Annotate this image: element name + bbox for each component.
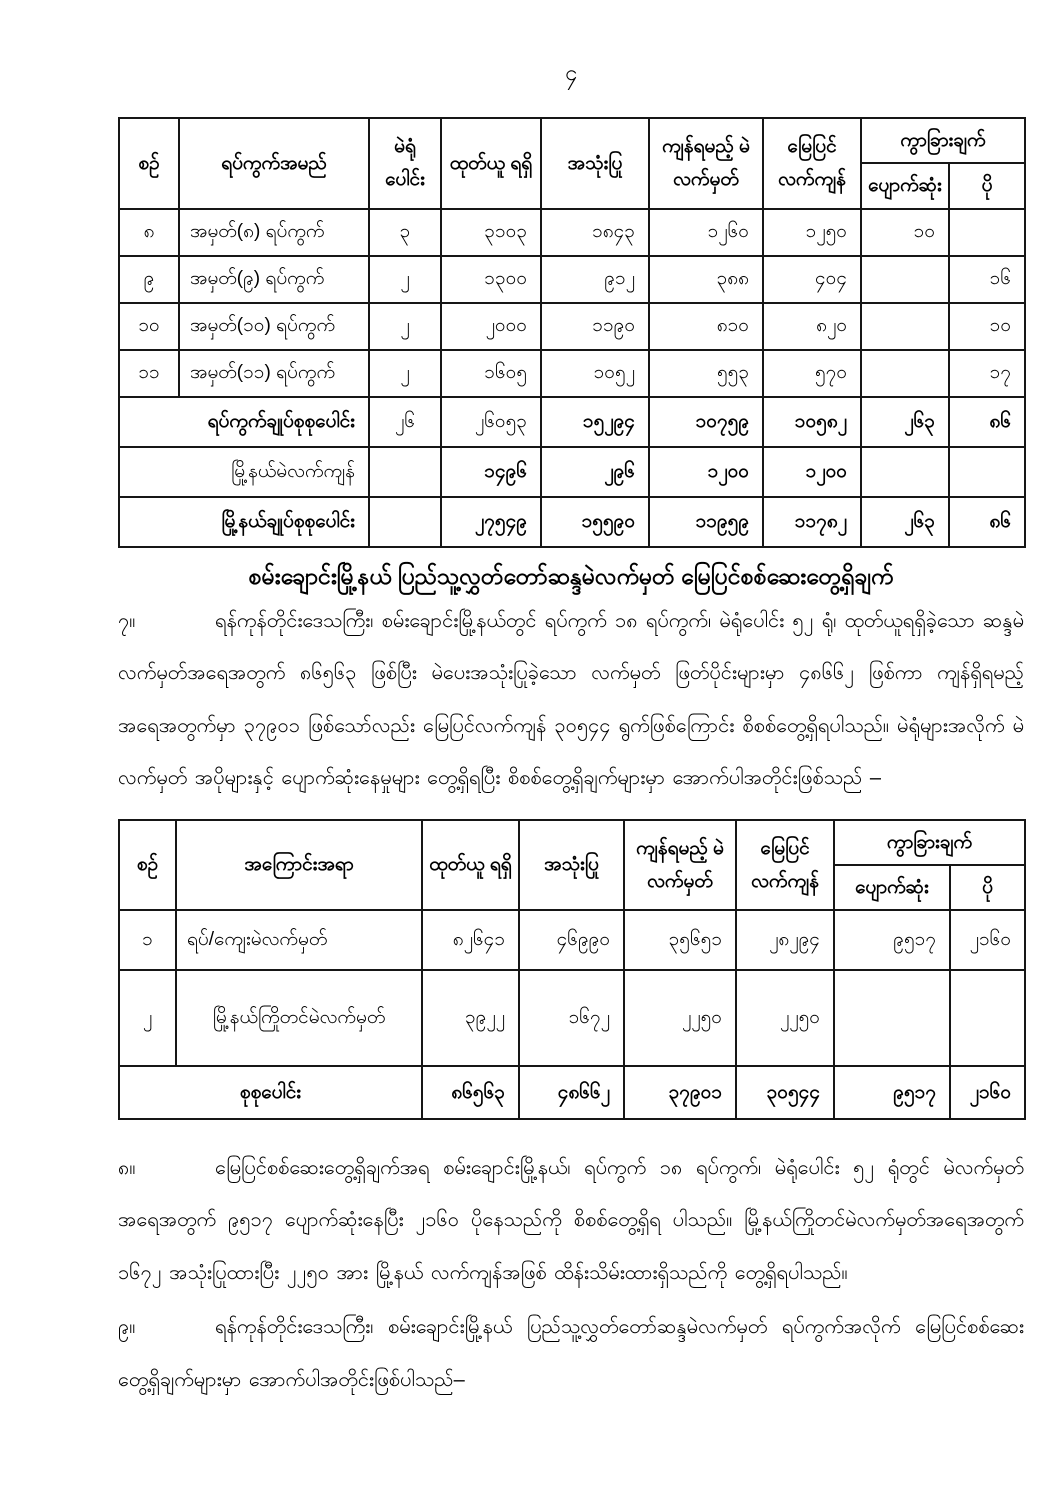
table-cell: ၃၇၉၀၁	[624, 1066, 736, 1119]
table-cell: ၈၆	[949, 497, 1025, 547]
table-cell: ၂၆၀၅၃	[441, 397, 541, 447]
table-cell	[369, 497, 441, 547]
table-cell	[861, 350, 949, 397]
table-cell	[949, 209, 1025, 256]
total-label-cell: စုစုပေါင်း	[119, 1066, 422, 1119]
table-cell: ၄၈၆၆၂	[519, 1066, 624, 1119]
table-cell: ၃၁၀၃	[441, 209, 541, 256]
table-cell: ၁၀	[861, 209, 949, 256]
table-cell: ၅၅၃	[649, 350, 763, 397]
ward-row	[119, 209, 1025, 256]
summary-label-cell: ရပ်ကွက်ချုပ်စုစုပေါင်း	[119, 397, 369, 447]
page-number: ၄	[564, 60, 578, 85]
table-cell: ၁၁၇၈၂	[763, 497, 861, 547]
table-cell: ၁၂၅၀	[763, 209, 861, 256]
table-cell: ၈	[119, 209, 179, 256]
table-cell: ၁၂၀၀	[763, 447, 861, 497]
table-cell: ၁	[119, 910, 176, 970]
col-header-issued: ထုတ်ယူ ရရှိ	[422, 820, 519, 911]
table-cell: ၂၆၃	[861, 497, 949, 547]
table-cell: ၂၂၅၀	[624, 970, 736, 1066]
col-header-excess: ပို	[950, 865, 1025, 910]
table-cell: ၂	[369, 303, 441, 350]
table-cell: ၈၆၅၆၃	[422, 1066, 519, 1119]
table-cell: ၃	[369, 209, 441, 256]
table-cell: ၁၅၂၉၄	[541, 397, 649, 447]
paragraph-9	[118, 1301, 1024, 1406]
summary-ballot-table	[118, 819, 1026, 1121]
paragraph-7-text: ရန်ကုန်တိုင်းဒေသကြီး၊ စမ်းချောင်းမြို့နယ်တွင် ရပ်ကွက် ၁၈ ရပ်ကွက်၊ မဲရုံပေါင်း ၅၂ ရုံ၊ ထုတ်ယူရရှိခဲ့သော ဆန္ဒမဲလက်မှတ်အရေအတွက် ၈၆၅၆၃ ဖြစ်ပြီး မဲပေးအသုံးပြုခဲ့သော လက်မှတ် ဖြတ်ပိုင်းများမှာ ၄၈၆၆၂ ဖြစ်ကာ ကျန်ရှိရမည့်အရေအတွက်မှာ ၃၇၉၀၁ ဖြစ်သော်လည်း မြေပြင်လက်ကျန် ၃၀၅၄၄ ရွက်ဖြစ်ကြောင်း စိစစ်တွေ့ရှိရပါသည်။ မဲရုံများအလိုက် မဲလက်မှတ် အပိုများနှင့် ပျောက်ဆုံးနေမှုများ တွေ့ရှိရပြီး စိစစ်တွေ့ရှိချက်များမှာ အောက်ပါအတိုင်းဖြစ်သည် –	[118, 610, 1024, 790]
summary-row	[119, 397, 1025, 447]
table-cell: ၂	[369, 256, 441, 303]
table-cell: ၁၀	[119, 303, 179, 350]
table-cell: ၅၇၀	[763, 350, 861, 397]
table-cell: ၉	[119, 256, 179, 303]
table-cell: ၁၆၀၅	[441, 350, 541, 397]
col-header-subject: အကြောင်းအရာ	[176, 820, 422, 911]
table-cell: ၃၀၅၄၄	[736, 1066, 834, 1119]
table-cell: ၁၃၀၀	[441, 256, 541, 303]
table-cell: ၂၁၆၀	[950, 910, 1025, 970]
table-cell	[861, 447, 949, 497]
table-cell: မြို့နယ်ကြိုတင်မဲလက်မှတ်	[176, 970, 422, 1066]
ward-row	[119, 350, 1025, 397]
table-cell	[861, 256, 949, 303]
table-cell: ၂	[119, 970, 176, 1066]
table-cell: ၂၀၀၀	[441, 303, 541, 350]
col-header-lost: ပျောက်ဆုံး	[861, 163, 949, 208]
col-header-used: အသုံးပြု	[541, 118, 649, 209]
table-cell: အမှတ်(၁၀) ရပ်ကွက်	[179, 303, 369, 350]
paragraph-7	[118, 595, 1024, 805]
table-cell: ၁၆၇၂	[519, 970, 624, 1066]
paragraph-8-number: ၈။	[118, 1157, 136, 1180]
table-cell: ၁၀	[949, 303, 1025, 350]
table-cell	[369, 447, 441, 497]
table-cell	[950, 970, 1025, 1066]
table-cell: ၂၆	[369, 397, 441, 447]
col-header-used: အသုံးပြု	[519, 820, 624, 911]
col-header-remaining-ballots: ကျန်ရမည့် မဲလက်မှတ်	[624, 820, 736, 911]
table-cell: ၁၁	[119, 350, 179, 397]
col-header-serial: စဉ်	[119, 118, 179, 209]
summary-label-cell: မြို့နယ်မဲလက်ကျန်	[119, 447, 369, 497]
table-cell: ၁၀၇၅၉	[649, 397, 763, 447]
table-cell: ၉၅၁၇	[834, 1066, 950, 1119]
table-cell: ၄၆၉၉၀	[519, 910, 624, 970]
ward-row	[119, 256, 1025, 303]
table-cell: ၈၆	[949, 397, 1025, 447]
subject-row	[119, 970, 1025, 1066]
summary-table-header	[119, 820, 1025, 911]
table-cell: ၁၇	[949, 350, 1025, 397]
table-cell: ၈၂၀	[763, 303, 861, 350]
table-cell: ၁၀၅၈၂	[763, 397, 861, 447]
table-cell	[949, 447, 1025, 497]
paragraph-8-text: မြေပြင်စစ်ဆေးတွေ့ရှိချက်အရ စမ်းချောင်းမြို့နယ်၊ ရပ်ကွက် ၁၈ ရပ်ကွက်၊ မဲရုံပေါင်း ၅၂ ရုံတွင် မဲလက်မှတ်အရေအတွက် ၉၅၁၇ ပျောက်ဆုံးနေပြီး ၂၁၆၀ ပိုနေသည်ကို စိစစ်တွေ့ရှိရ ပါသည်။ မြို့နယ်ကြိုတင်မဲလက်မှတ်အရေအတွက် ၁၆၇၂ အသုံးပြုထားပြီး ၂၂၅၀ အား မြို့နယ် လက်ကျန်အဖြစ် ထိန်းသိမ်းထားရှိသည်ကို တွေ့ရှိရပါသည်။	[118, 1157, 1024, 1284]
col-header-lost: ပျောက်ဆုံး	[834, 865, 950, 910]
ward-row	[119, 303, 1025, 350]
col-header-issued: ထုတ်ယူ ရရှိ	[441, 118, 541, 209]
col-header-ground-balance: မြေပြင် လက်ကျန်	[736, 820, 834, 911]
ward-table-header	[119, 118, 1025, 209]
col-header-ward-name: ရပ်ကွက်အမည်	[179, 118, 369, 209]
section-heading: စမ်းချောင်းမြို့နယ် ပြည်သူ့လွှတ်တော်ဆန္ဒမဲလက်မှတ် မြေပြင်စစ်ဆေးတွေ့ရှိချက်	[248, 562, 894, 589]
table-cell: ရပ်/ကျေးမဲလက်မှတ်	[176, 910, 422, 970]
ward-ballot-table	[118, 117, 1026, 548]
table-cell: ၁၆	[949, 256, 1025, 303]
table-cell: အမှတ်(၉) ရပ်ကွက်	[179, 256, 369, 303]
table-cell: ၁၈၄၃	[541, 209, 649, 256]
paragraph-9-number: ၉။	[118, 1316, 136, 1339]
subject-row	[119, 910, 1025, 970]
table-cell	[834, 970, 950, 1066]
table-cell: ၈၁၀	[649, 303, 763, 350]
table-cell: ၁၂၀၀	[649, 447, 763, 497]
summary-row	[119, 497, 1025, 547]
table-cell: ၈၂၆၄၁	[422, 910, 519, 970]
col-header-serial: စဉ်	[119, 820, 176, 911]
table-cell: ၂	[369, 350, 441, 397]
col-header-difference: ကွာခြားချက်	[834, 820, 1025, 865]
table-cell: ၃၈၈	[649, 256, 763, 303]
table-cell: ၂၇၅၄၉	[441, 497, 541, 547]
col-header-remaining-ballots: ကျန်ရမည့် မဲလက်မှတ်	[649, 118, 763, 209]
total-row	[119, 1066, 1025, 1119]
table-cell: ၁၁၉၀	[541, 303, 649, 350]
table-cell: ၃၅၆၅၁	[624, 910, 736, 970]
paragraph-9-text: ရန်ကုန်တိုင်းဒေသကြီး၊ စမ်းချောင်းမြို့နယ် ပြည်သူ့လွှတ်တော်ဆန္ဒမဲလက်မှတ် ရပ်ကွက်အလိုက် မြေပြင်စစ်ဆေးတွေ့ရှိချက်များမှာ အောက်ပါအတိုင်းဖြစ်ပါသည်–	[118, 1316, 1024, 1391]
col-header-excess: ပို	[949, 163, 1025, 208]
table-cell: ၂၈၂၉၄	[736, 910, 834, 970]
table-cell: ၉၅၁၇	[834, 910, 950, 970]
table-cell	[861, 303, 949, 350]
col-header-polling-stations: မဲရုံ ပေါင်း	[369, 118, 441, 209]
table-cell: အမှတ်(၁၁) ရပ်ကွက်	[179, 350, 369, 397]
table-cell: ၁၁၉၅၉	[649, 497, 763, 547]
summary-row	[119, 447, 1025, 497]
table-cell: ၄၀၄	[763, 256, 861, 303]
col-header-ground-balance: မြေပြင် လက်ကျန်	[763, 118, 861, 209]
table-cell: ၂၂၅၀	[736, 970, 834, 1066]
table-cell: ၃၉၂၂	[422, 970, 519, 1066]
table-cell: ၉၁၂	[541, 256, 649, 303]
table-cell: အမှတ်(၈) ရပ်ကွက်	[179, 209, 369, 256]
table-cell: ၁၀၅၂	[541, 350, 649, 397]
summary-label-cell: မြို့နယ်ချုပ်စုစုပေါင်း	[119, 497, 369, 547]
table-cell: ၁၅၅၉၀	[541, 497, 649, 547]
table-cell: ၂၁၆၀	[950, 1066, 1025, 1119]
table-cell: ၂၆၃	[861, 397, 949, 447]
paragraph-8	[118, 1142, 1024, 1299]
table-cell: ၁၂၆၀	[649, 209, 763, 256]
table-cell: ၁၄၉၆	[441, 447, 541, 497]
table-cell: ၂၉၆	[541, 447, 649, 497]
col-header-difference: ကွာခြားချက်	[861, 118, 1025, 163]
paragraph-7-number: ၇။	[118, 610, 136, 632]
